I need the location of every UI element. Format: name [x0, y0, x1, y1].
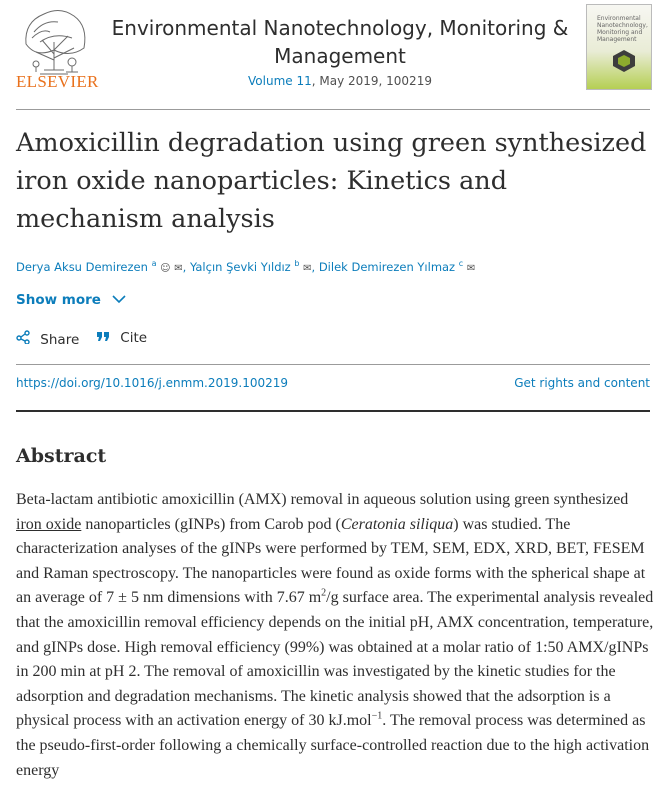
author-name[interactable]: Yalçın Şevki Yıldız	[189, 259, 291, 274]
abstract-heading: Abstract	[16, 445, 107, 467]
quote-icon	[96, 330, 110, 342]
publisher-wordmark: ELSEVIER	[16, 72, 99, 91]
abstract-segment: nanoparticles (gINPs) from Carob pod (	[81, 515, 341, 533]
cover-title: Environmental Nanotechnology, Monitoring and Management	[597, 15, 648, 43]
share-icon	[16, 330, 30, 344]
author-name[interactable]: Derya Aksu Demirezen	[16, 259, 148, 274]
abstract-segment: ) was studied. The characterization analyses of the gINPs were performed by TEM, SEM, EDX, XRD, BET, FESEM and Raman spectroscopy. The nanoparticles were found as oxide forms with the spherical shape at an average of 7 ± 5 nm dimensions with 7.67 m	[16, 515, 646, 607]
journal-issue-info	[110, 74, 570, 88]
email-icon[interactable]: ✉	[174, 262, 183, 274]
author-list: Derya Aksu Demirezen $^a$ ☺ ✉, Yalçın Şevki Yıldız $^b$ ✉, Dilek Demirezen Yılmaz $^c$ ✉	[16, 259, 476, 274]
person-icon[interactable]: ☺	[160, 262, 171, 274]
abstract-divider	[16, 410, 650, 412]
abstract-segment: /g surface area. The experimental analysis revealed that the amoxicillin removal efficiency depends on the initial pH, AMX concentration, temperature, and gINPs dose. High removal efficiency (99%) was obtained at a molar ratio of 1:50 AMX/gINPs in 200 min at pH 2. The removal of amoxicillin was investigated by the kinetic studies for the adsorption and degradation mechanisms. The kinetic analysis showed that the adsorption is a physical process with an activation energy of 30 kJ.mol	[16, 589, 654, 730]
cover-hexagon-icon	[611, 49, 637, 73]
chevron-down-icon	[112, 294, 126, 304]
article-title: Amoxicillin degradation using green synthesized iron oxide nanoparticles: Kinetics and mechanism analysis	[16, 128, 647, 234]
share-button[interactable]	[16, 330, 79, 348]
cite-button[interactable]	[96, 330, 147, 346]
journal-title[interactable]: Environmental Nanotechnology, Monitoring & Management	[111, 16, 569, 68]
volume-link[interactable]: Volume 11	[248, 74, 312, 88]
author-affiliation[interactable]: c	[458, 259, 464, 268]
keyword-link[interactable]: iron oxide	[16, 515, 82, 533]
rights-link[interactable]: Get rights and content	[514, 376, 650, 390]
abstract-paragraph	[16, 488, 654, 783]
species-name: Ceratonia siliqua	[340, 515, 454, 533]
author-name[interactable]: Dilek Demirezen Yılmaz	[318, 259, 456, 274]
journal-header	[0, 0, 667, 110]
author-affiliation[interactable]: b	[294, 259, 300, 268]
show-more-label: Show more	[16, 292, 101, 308]
abstract-segment: . The removal process was determined as the pseudo-first-order following a chemically surface-controlled reaction due to the high activation energy	[16, 712, 650, 779]
issue-date: , May 2019, 100219	[311, 74, 432, 88]
header-divider	[16, 109, 650, 110]
journal-cover-image[interactable]	[586, 4, 652, 90]
email-icon[interactable]: ✉	[303, 262, 312, 274]
share-label: Share	[40, 332, 80, 348]
superscript: 2	[321, 588, 327, 600]
email-icon[interactable]: ✉	[466, 262, 476, 274]
cite-label: Cite	[120, 330, 148, 346]
abstract-text	[16, 488, 654, 783]
author-affiliation[interactable]: a	[151, 259, 157, 268]
superscript: −1	[371, 711, 383, 723]
show-more-button[interactable]	[16, 292, 126, 308]
toolbar-divider	[16, 364, 650, 365]
doi-link[interactable]: https://doi.org/10.1016/j.enmm.2019.100219	[16, 376, 289, 390]
abstract-segment: Beta-lactam antibiotic amoxicillin (AMX) removal in aqueous solution using green synthesized	[16, 491, 629, 508]
